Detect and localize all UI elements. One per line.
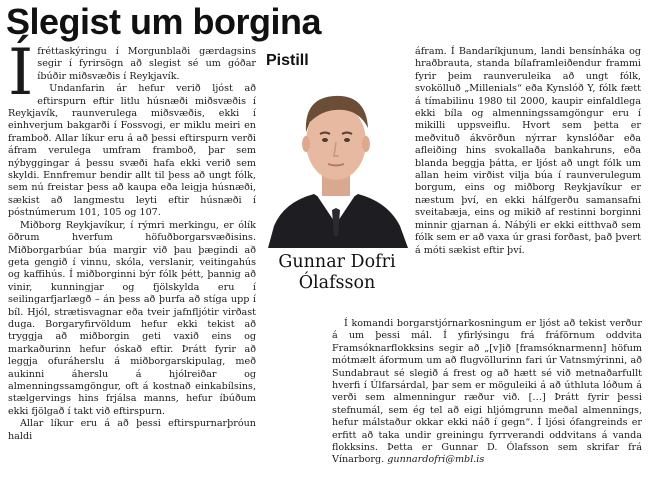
paragraph: Miðborg Reykjavíkur, í rýmri merkingu, er ólík öðrum hverfum höfuðborgarsvæðisins. Miðborgarbúar búa margir við þau þægindi að geta gengið í vinnu, skóla, verslanir, veitingahús og kaffihús. Í miðborginni býr fólk þétt, þannig að vinir, kunningjar og fjölskylda eru í seilingarfjarlægð – án þess að þurfa að stíga upp í bíl. Hjól, strætisvagnar eða tveir jafnfljótir virðast duga. Borgaryfirvöldum hefur ekki tekist að tryggja að miðborgin geti vaxið eins og markaðurinn hefur óskað eftir. Þrátt fyrir að leggja ofuráherslu á miðborgarskipulag, með aukinni áherslu á hjólreiðar og almenningssamgöngur, oft á kostnað einkabílsins, stælgervings hins frjálsa manns, hefur íbúðum ekki fjölgað í takt við eftirspurn.	[8, 219, 256, 417]
author-portrait-icon	[262, 76, 410, 248]
article-column-2	[415, 46, 641, 257]
article-column-3	[332, 318, 642, 467]
lead-text: fréttaskýringu í Morgunblaði gærdagsins segir í fyrirsögn að slegist sé um góðar íbúðir miðsvæðis í Reykjavík.	[37, 46, 256, 82]
author-name-line: Ólafsson	[298, 273, 376, 293]
headline: Slegist um borgina	[6, 1, 322, 42]
article-column-1	[8, 36, 256, 443]
author-name-line: Gunnar Dofri	[278, 252, 396, 272]
author-name	[262, 252, 412, 294]
paragraph: Allar líkur eru á að þessi eftirspurnarþróun haldi	[8, 418, 256, 442]
author-photo	[262, 76, 410, 248]
author-email: gunnardofri@mbl.is	[387, 454, 485, 466]
lead-paragraph	[8, 36, 256, 110]
drop-cap: Í	[8, 36, 34, 110]
paragraph	[332, 318, 642, 467]
closing-text: Í komandi borgarstjórnarkosningum er ljóst að tekist verður á um þessi mál. Í yfirlýsingu frá fráförnum oddvita Framsóknarflokksins segir að „[v]ið [framsóknarmenn] höfum mótmælt áformum um að flugvöllurinn fari úr Vatnsmýrinni, að Sundabraut sé slegið á frest og að hætt sé við metnaðarfullt hverfi í Úlfarsárdal, þar sem er möguleiki á að úthluta lóðum á verði sem almenningur ræður við. […] Þrátt fyrir þessi stefnumál, sem ég tel að eigi hljómgrunn meðal almennings, hefur málstaður okkar ekki náð í gegn“. Í ljósi ófangreinds er erfitt að taka undir greiningu fyrrverandi oddvitans á vanda flokksins. Þetta er Gunnar D. Ólafsson sem skrifar frá Vínarborg.	[332, 318, 642, 466]
paragraph: Undanfarin ár hefur verið ljóst að eftirspurn eftir litlu húsnæði miðsvæðis í Reykjavík, raunverulega miðsvæðis, ekki í einhverjum bakgarði í Fossvogi, er miklu meiri en framboð. Allar líkur eru á að þessi eftirspurn verði áfram verulega umfram framboð, þar sem nýbyggingar á þessu svæði hafa ekki verið sem skyldi. Ennfremur bendir allt til þess að ungt fólk, sem nú freistar þess að kaupa eða leigja húsnæði, sækist að langmestu leyti eftir húsnæði í póstnúmerum 101, 105 og 107.	[8, 83, 256, 219]
column-kicker: Pistill	[266, 52, 309, 69]
paragraph: áfram. Í Bandaríkjunum, landi bensínháka og hraðbrauta, standa bílaframleiðendur frammi fyrir þeim raunveruleika að ungt fólk, svokölluð „Millenials“ eða Kynslóð Y, fólk fætt á tímabilinu 1980 til 2000, kaupir einfaldlega ekki bíla og almenningssamgöngur eru í mikilli uppsveiflu. Hvort sem þetta er meðvituð ákvörðun nýrrar kynslóðar eða afleiðing hins svokallaða bankahruns, eða blanda beggja þátta, er ljóst að ungt fólk um allan heim virðist vilja búa í raunverulegum borgum, eins og miðborg Reykjavíkur er næstum því, en ekki hálfgerðu samansafni sveitabæja, eins og mikið af restinni borginni minnir gjarnan á. Nábýli er ekki eitthvað sem fólk sem er að vaxa úr grasi forðast, það þvert á móti sækist eftir því.	[415, 46, 641, 256]
